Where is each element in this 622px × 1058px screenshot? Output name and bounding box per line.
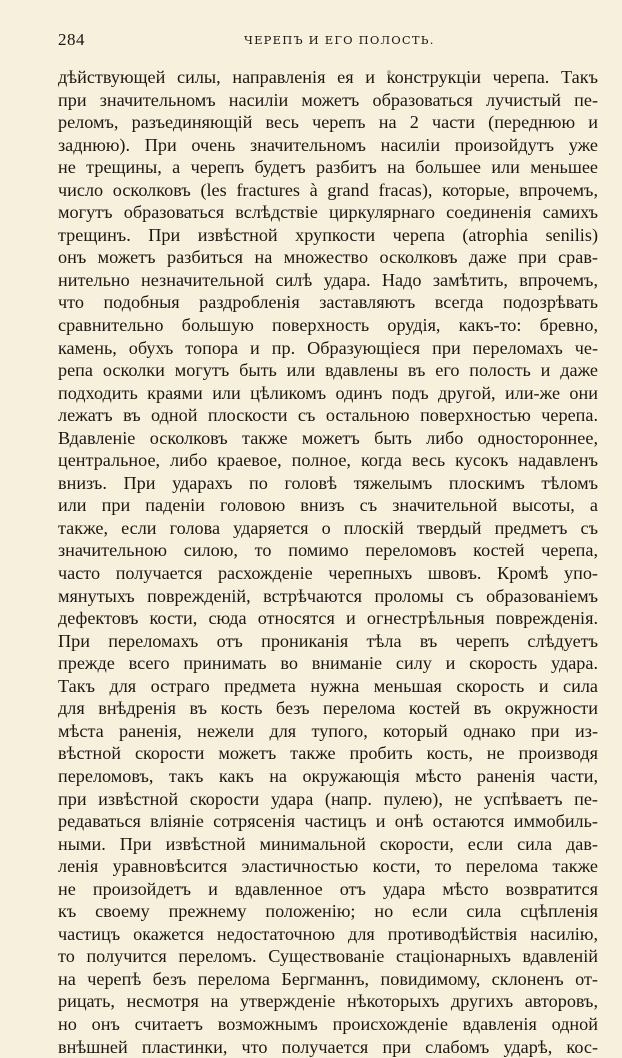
text-line: дефектовъ кости, сюда относятся и огнестрѣльныя поврежденія. [58, 608, 598, 629]
text-line: внизъ. При ударахъ по головѣ тяжелымъ плоскимъ тѣломъ [58, 472, 598, 493]
text-line: ными. При извѣстной минимальной скорости, если сила дав- [58, 833, 598, 854]
text-line: редаваться вліяніе сотрясенія частицъ и онѣ остаются иммобиль- [58, 811, 598, 832]
text-line: камень, обухъ топора и пр. Образующіеся при переломахъ че- [58, 337, 598, 358]
text-line: или при паденіи головою внизъ съ значительной высоты, а [58, 495, 598, 516]
text-line: при значительномъ насиліи можетъ образоваться лучистый пе- [58, 89, 598, 110]
text-line: Вдавленіе осколковъ также можетъ быть либо одностороннее, [58, 427, 598, 448]
text-line: также, если голова ударяется о плоскій твердый предметъ съ [58, 517, 598, 538]
text-line: что подобныя раздробленія заставляютъ всегда подозрѣвать [58, 292, 598, 313]
running-title: ЧЕРЕПЪ И ЕГО ПОЛОСТЬ. [244, 33, 435, 47]
text-line: частицъ окажется недостаточною для противодѣйствія насилію, [58, 923, 598, 944]
text-line: внѣшней пластинки, что получается при слабомъ ударѣ, кос- [58, 1036, 598, 1057]
text-line: могутъ образоваться вслѣдствіе циркулярнаго соединенія самихъ [58, 202, 598, 223]
text-line: прежде всего принимать во вниманіе силу и скорость удара. [58, 653, 598, 674]
text-line: къ своему прежнему положенію; но если сила сцѣпленія [58, 901, 598, 922]
text-line: онъ можетъ разбиться на множество осколковъ даже при срав- [58, 247, 598, 268]
text-line: значительною силою, то помимо переломовъ костей черепа, [58, 540, 598, 561]
text-line: трещинъ. При извѣстной хрупкости черепа (atrophia senilis) [58, 224, 598, 245]
page-header [58, 30, 598, 54]
text-line: репа осколки могутъ быть или вдавлены въ его полость и даже [58, 360, 598, 381]
text-line: при извѣстной скорости удара (напр. пулею), не успѣваетъ пе- [58, 788, 598, 809]
text-line: При переломахъ отъ прониканія тѣла въ черепъ слѣдуетъ [58, 630, 598, 651]
text-line: вѣстной скорости можетъ также пробить кость, не производя [58, 743, 598, 764]
text-line: нительно незначительной силѣ удара. Надо замѣтить, впрочемъ, [58, 269, 598, 290]
text-line: на черепѣ безъ перелома Бергманнъ, повидимому, склоненъ от- [58, 968, 598, 989]
page-number: 284 [58, 30, 85, 49]
body-text [58, 66, 598, 1058]
text-line: мѣста раненія, нежели для тупого, который однако при из- [58, 720, 598, 741]
text-line: мянутыхъ поврежденій, встрѣчаются проломы съ образованіемъ [58, 585, 598, 606]
text-line: заднюю). При очень значительномъ насиліи произойдутъ уже [58, 134, 598, 155]
text-line: часто получается расхожденіе черепныхъ швовъ. Кромѣ упо- [58, 563, 598, 584]
text-line: для внѣдренія въ кость безъ перелома костей въ окружности [58, 698, 598, 719]
text-line: число осколковъ (les fractures à grand fracas), которые, впрочемъ, [58, 179, 598, 200]
text-line: то получится переломъ. Существованіе стаціонарныхъ вдавленій [58, 946, 598, 967]
text-line: переломовъ, такъ какъ на окружающія мѣсто раненія части, [58, 765, 598, 786]
text-line: ленія уравновѣсится эластичностью кости, то перелома также [58, 856, 598, 877]
text-line: дѣйствующей силы, направленія ея и конструкціи черепа. Такъ [58, 67, 598, 87]
text-line: не произойдетъ и вдавленное отъ удара мѣсто возвратится [58, 878, 598, 899]
text-line: но онъ считаетъ возможнымъ происхожденіе вдавленія одной [58, 1013, 598, 1034]
text-line: центральное, либо краевое, полное, когда весь кусокъ надавленъ [58, 450, 598, 471]
text-line: реломъ, разъединяющій весь черепъ на 2 части (переднюю и [58, 112, 598, 133]
text-line: подходить краями или цѣликомъ одинъ подъ другой, или-же они [58, 382, 598, 403]
text-line: лежатъ въ одной плоскости съ остальною поверхностью черепа. [58, 405, 598, 426]
text-line: Такъ для остраго предмета нужна меньшая скорость и сила [58, 675, 598, 696]
text-line: сравнительно большую поверхность орудія, какъ-то: бревно, [58, 315, 598, 336]
text-line: не трещины, а черепъ будетъ разбитъ на большее или меньшее [58, 157, 598, 178]
text-line: рицать, несмотря на утвержденіе нѣкоторыхъ другихъ авторовъ, [58, 991, 598, 1012]
